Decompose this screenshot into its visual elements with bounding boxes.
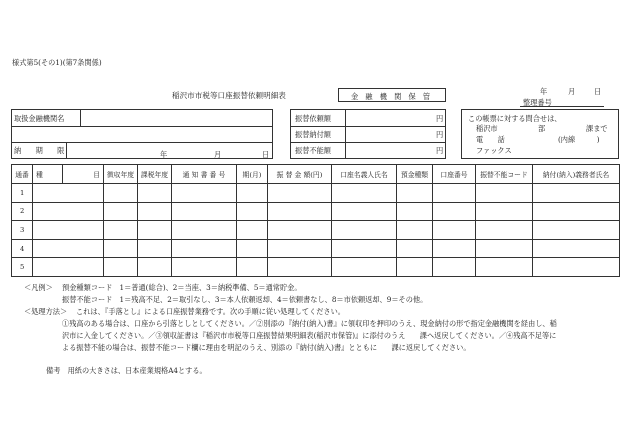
table-cell <box>533 221 620 240</box>
divider <box>291 126 445 127</box>
contact-fax-label: ファックス <box>476 146 512 155</box>
table-cell <box>533 184 620 203</box>
table-cell <box>172 221 237 240</box>
date-day: 日 <box>594 87 602 96</box>
amount-label: 振替依頼額 <box>295 114 331 123</box>
table-cell <box>476 184 533 203</box>
table-cell <box>397 221 433 240</box>
table-cell <box>433 258 476 277</box>
contact-city: 稲沢市 <box>476 124 498 133</box>
bank-copy-box <box>338 88 446 102</box>
amount-unit: 円 <box>436 114 444 123</box>
col-header: 通番 <box>12 165 33 184</box>
row-number: 3 <box>12 221 33 240</box>
row-number: 4 <box>12 239 33 258</box>
col-header: 口座名義人氏名 <box>332 165 397 184</box>
table-cell <box>33 258 104 277</box>
table-cell <box>433 221 476 240</box>
table-cell <box>33 239 104 258</box>
table-cell <box>433 184 476 203</box>
divider <box>291 142 445 143</box>
table-cell <box>476 258 533 277</box>
col-header: 種 <box>33 165 63 184</box>
detail-table <box>11 164 620 277</box>
table-cell <box>237 221 268 240</box>
contact-phone-label: 電 話 <box>476 135 505 144</box>
deposit-code-note: 預金種類コード 1＝普通(総合)、2＝当座、3＝納税準備、5＝通常貯金。 <box>62 283 302 292</box>
table-cell <box>332 184 397 203</box>
table-cell <box>332 258 397 277</box>
table-cell <box>268 258 332 277</box>
method-label: ＜処理方法＞ <box>24 307 68 316</box>
table-cell <box>476 221 533 240</box>
divider <box>12 142 272 143</box>
col-header: 振 替 金 額(円) <box>268 165 332 184</box>
seiri-bango-underline <box>520 106 604 107</box>
method-step-3: よる振替不能の場合は、振替不能コード欄に理由を明記のうえ、別添の『納付(納入)書』とともに 課に返戻してください。 <box>62 343 471 352</box>
table-cell <box>433 239 476 258</box>
row-number: 1 <box>12 184 33 203</box>
col-header: 預金種類 <box>397 165 433 184</box>
table-header-row <box>12 165 620 184</box>
col-header: 目 <box>63 165 104 184</box>
failure-code-note: 振替不能コード 1＝残高不足、2＝取引なし、3＝本人依頼返却、4＝依頼書なし、8＝市依頼返却、9＝その他。 <box>62 295 428 304</box>
table-cell <box>237 258 268 277</box>
col-header: 期(月) <box>237 165 268 184</box>
table-row <box>12 184 620 203</box>
table-cell <box>397 184 433 203</box>
divider <box>66 142 67 158</box>
bank-copy-label: 金 融 機 関 保 管 <box>351 92 431 101</box>
table-cell <box>397 258 433 277</box>
table-cell <box>104 258 138 277</box>
table-cell <box>268 239 332 258</box>
table-cell <box>104 239 138 258</box>
row-number: 2 <box>12 202 33 221</box>
divider <box>80 110 81 126</box>
col-header: 通 知 書 番 号 <box>172 165 237 184</box>
table-cell <box>237 239 268 258</box>
contact-heading: この帳票に対する問合せは、 <box>468 114 562 123</box>
table-cell <box>533 239 620 258</box>
row-number: 5 <box>12 258 33 277</box>
amount-label: 振替不能額 <box>295 146 331 155</box>
table-cell <box>533 258 620 277</box>
amount-label: 振替納付額 <box>295 130 331 139</box>
deadline-year: 年 <box>160 150 168 159</box>
method-step-1: ①残高のある場合は、口座から引落としとしてください。／②別添の『納付(納入)書』に領収印を押印のうえ、現金納付の形で指定金融機関を経由し、稲 <box>62 319 557 328</box>
amount-unit: 円 <box>436 146 444 155</box>
form-title: 稲沢市市税等口座振替依頼明細表 <box>172 91 286 100</box>
table-cell <box>138 258 172 277</box>
deadline-label: 納 期 限 <box>14 146 65 155</box>
date-year: 年 <box>540 87 548 96</box>
contact-dept: 部 <box>538 124 546 133</box>
col-header: 振替不能コード <box>476 165 533 184</box>
institution-label: 取扱金融機関名 <box>14 114 65 123</box>
table-cell <box>332 202 397 221</box>
method-text: これは、『手落とし』による口座振替業務です。次の手順に従い処理してください。 <box>76 307 345 316</box>
table-cell <box>172 202 237 221</box>
divider <box>345 110 346 158</box>
table-cell <box>397 202 433 221</box>
table-cell <box>33 184 104 203</box>
contact-section: 課まで <box>586 124 608 133</box>
table-cell <box>268 184 332 203</box>
table-cell <box>237 184 268 203</box>
table-cell <box>104 221 138 240</box>
table-cell <box>476 202 533 221</box>
seiri-bango-label: 整理番号 <box>523 98 552 107</box>
table-cell <box>268 221 332 240</box>
col-header: 課税年度 <box>138 165 172 184</box>
deadline-day: 日 <box>262 150 270 159</box>
table-cell <box>237 202 268 221</box>
table-cell <box>104 184 138 203</box>
table-cell <box>533 202 620 221</box>
date-month: 月 <box>568 87 576 96</box>
table-cell <box>172 258 237 277</box>
table-cell <box>433 202 476 221</box>
table-cell <box>138 221 172 240</box>
contact-box <box>461 109 619 159</box>
table-cell <box>172 184 237 203</box>
table-cell <box>104 202 138 221</box>
table-row <box>12 239 620 258</box>
table-cell <box>33 221 104 240</box>
table-row <box>12 221 620 240</box>
col-header: 口座番号 <box>433 165 476 184</box>
amount-box <box>290 109 446 159</box>
table-cell <box>397 239 433 258</box>
amount-unit: 円 <box>436 130 444 139</box>
table-cell <box>138 239 172 258</box>
table-cell <box>332 239 397 258</box>
table-cell <box>268 202 332 221</box>
institution-box <box>11 109 273 159</box>
table-row <box>12 258 620 277</box>
method-step-2: 沢市に入金してください。／③領収証書は『稲沢市市税等口座振替結果明細表(稲沢市保管)』に添付のうえ 課へ返戻してください。／④残高不足等に <box>62 331 557 340</box>
table-cell <box>476 239 533 258</box>
table-row <box>12 202 620 221</box>
table-cell <box>138 184 172 203</box>
deadline-month: 月 <box>214 150 222 159</box>
form-id: 様式第5(その1)(第7条関係) <box>12 58 102 67</box>
col-header: 徴収年度 <box>104 165 138 184</box>
table-cell <box>33 202 104 221</box>
table-cell <box>172 239 237 258</box>
col-header: 納付(納入)義務者氏名 <box>533 165 620 184</box>
contact-extension: (内線 ) <box>558 135 600 144</box>
biko-note: 備考 用紙の大きさは、日本産業規格A4とする。 <box>46 366 207 375</box>
table-cell <box>332 221 397 240</box>
hanrei-label: ＜凡例＞ <box>24 283 53 292</box>
divider <box>12 126 272 127</box>
table-cell <box>138 202 172 221</box>
